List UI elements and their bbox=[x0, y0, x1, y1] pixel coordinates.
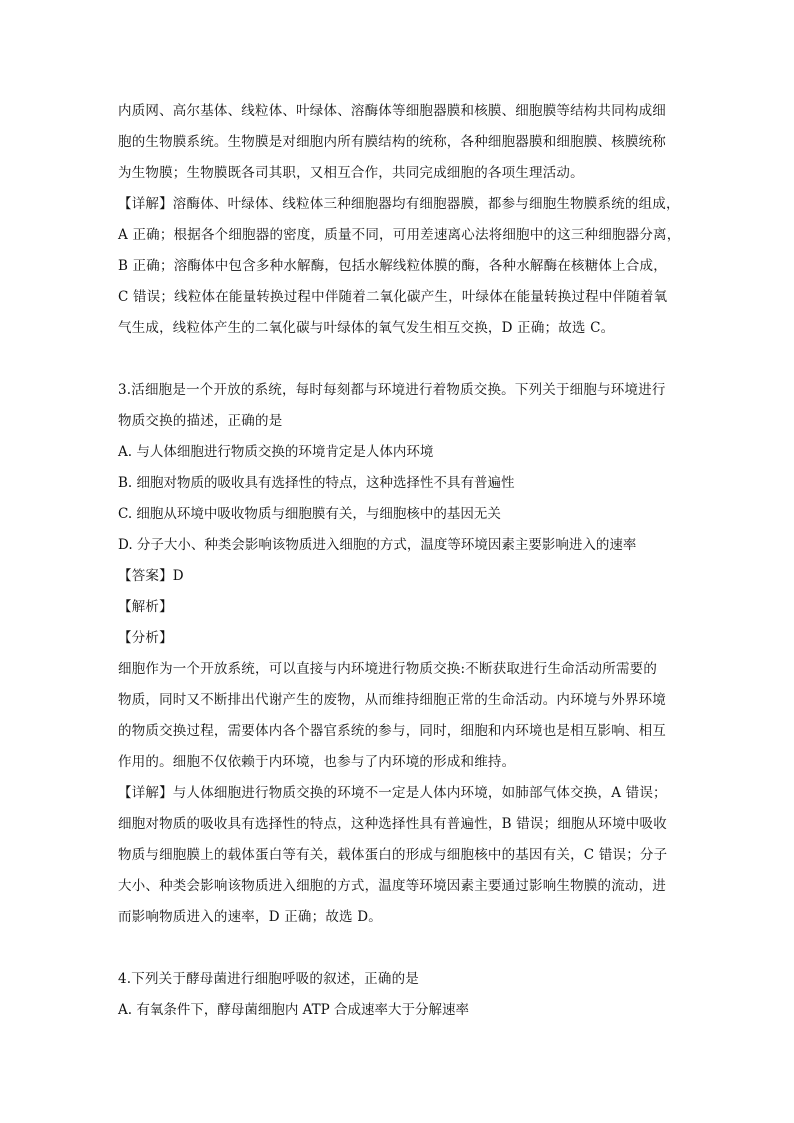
q4-option-a: A. 有氧条件下，酵母菌细胞内 ATP 合成速率大于分解速率 bbox=[118, 1002, 470, 1018]
q3-analysis-line: 作用的。细胞不仅依赖于内环境，也参与了内环境的形成和维持。 bbox=[118, 754, 516, 770]
q3-analysis-line: 的物质交换过程，需要体内各个器官系统的参与，同时，细胞和内环境也是相互影响、相互 bbox=[118, 723, 666, 739]
spacer bbox=[118, 933, 678, 964]
q3-stem-line: 物质交换的描述，正确的是 bbox=[118, 413, 283, 429]
q3-jiexi-heading: 【解析】 bbox=[118, 599, 173, 615]
q4-stem: 4.下列关于酵母菌进行细胞呼吸的叙述，正确的是 bbox=[118, 971, 419, 987]
q2-detail-line: A 正确；根据各个细胞器的密度，质量不同，可用差速离心法将细胞中的这三种细胞器分离， bbox=[118, 227, 681, 243]
q2-analysis-line: 内质网、高尔基体、线粒体、叶绿体、溶酶体等细胞器膜和核膜、细胞膜等结构共同构成细 bbox=[118, 103, 666, 119]
q2-detail-line: C 错误；线粒体在能量转换过程中伴随着二氧化碳产生，叶绿体在能量转换过程中伴随着氧 bbox=[118, 289, 668, 305]
q3-detail-line: 大小、种类会影响该物质进入细胞的方式，温度等环境因素主要通过影响生物膜的流动，进 bbox=[118, 878, 666, 894]
q3-stem-line: 3.活细胞是一个开放的系统，每时每刻都与环境进行着物质交换。下列关于细胞与环境进行 bbox=[118, 382, 666, 398]
q3-option-a: A. 与人体细胞进行物质交换的环境肯定是人体内环境 bbox=[118, 444, 434, 460]
q2-analysis-line: 为生物膜；生物膜既各司其职，又相互合作，共同完成细胞的各项生理活动。 bbox=[118, 165, 584, 181]
q3-analysis-line: 物质，同时又不断排出代谢产生的废物，从而维持细胞正常的生命活动。内环境与外界环境 bbox=[118, 692, 666, 708]
q3-detail-line: 而影响物质进入的速率，D 正确；故选 D。 bbox=[118, 909, 382, 925]
q3-fenxi-heading: 【分析】 bbox=[118, 630, 173, 646]
q3-option-d: D. 分子大小、种类会影响该物质进入细胞的方式，温度等环境因素主要影响进入的速率 bbox=[118, 537, 637, 553]
q3-answer: 【答案】D bbox=[118, 568, 184, 584]
q3-option-c: C. 细胞从环境中吸收物质与细胞膜有关，与细胞核中的基因无关 bbox=[118, 506, 501, 522]
q2-detail-line: B 正确；溶酶体中包含多种水解酶，包括水解线粒体膜的酶，各种水解酶在核糖体上合成， bbox=[118, 258, 667, 274]
q2-detail-line: 气生成，线粒体产生的二氧化碳与叶绿体的氧气发生相互交换，D 正确；故选 C。 bbox=[118, 320, 615, 336]
q2-analysis-line: 胞的生物膜系统。生物膜是对细胞内所有膜结构的统称，各种细胞器膜和细胞膜、核膜统称 bbox=[118, 134, 666, 150]
q3-analysis-line: 细胞作为一个开放系统，可以直接与内环境进行物质交换:不断获取进行生命活动所需要的 bbox=[118, 661, 658, 677]
q3-option-b: B. 细胞对物质的吸收具有选择性的特点，这种选择性不具有普遍性 bbox=[118, 475, 515, 491]
q3-detail-line: 物质与细胞膜上的载体蛋白等有关，载体蛋白的形成与细胞核中的基因有关，C 错误；分子 bbox=[118, 847, 668, 863]
q3-detail-line: 【详解】与人体细胞进行物质交换的环境不一定是人体内环境，如肺部气体交换，A 错误； bbox=[118, 785, 667, 801]
document-page bbox=[118, 96, 681, 1026]
spacer bbox=[118, 344, 678, 375]
q2-detail-line: 【详解】溶酶体、叶绿体、线粒体三种细胞器均有细胞器膜，都参与细胞生物膜系统的组成， bbox=[118, 196, 680, 212]
q3-detail-line: 细胞对物质的吸收具有选择性的特点，这种选择性具有普遍性，B 错误；细胞从环境中吸收 bbox=[118, 816, 667, 832]
